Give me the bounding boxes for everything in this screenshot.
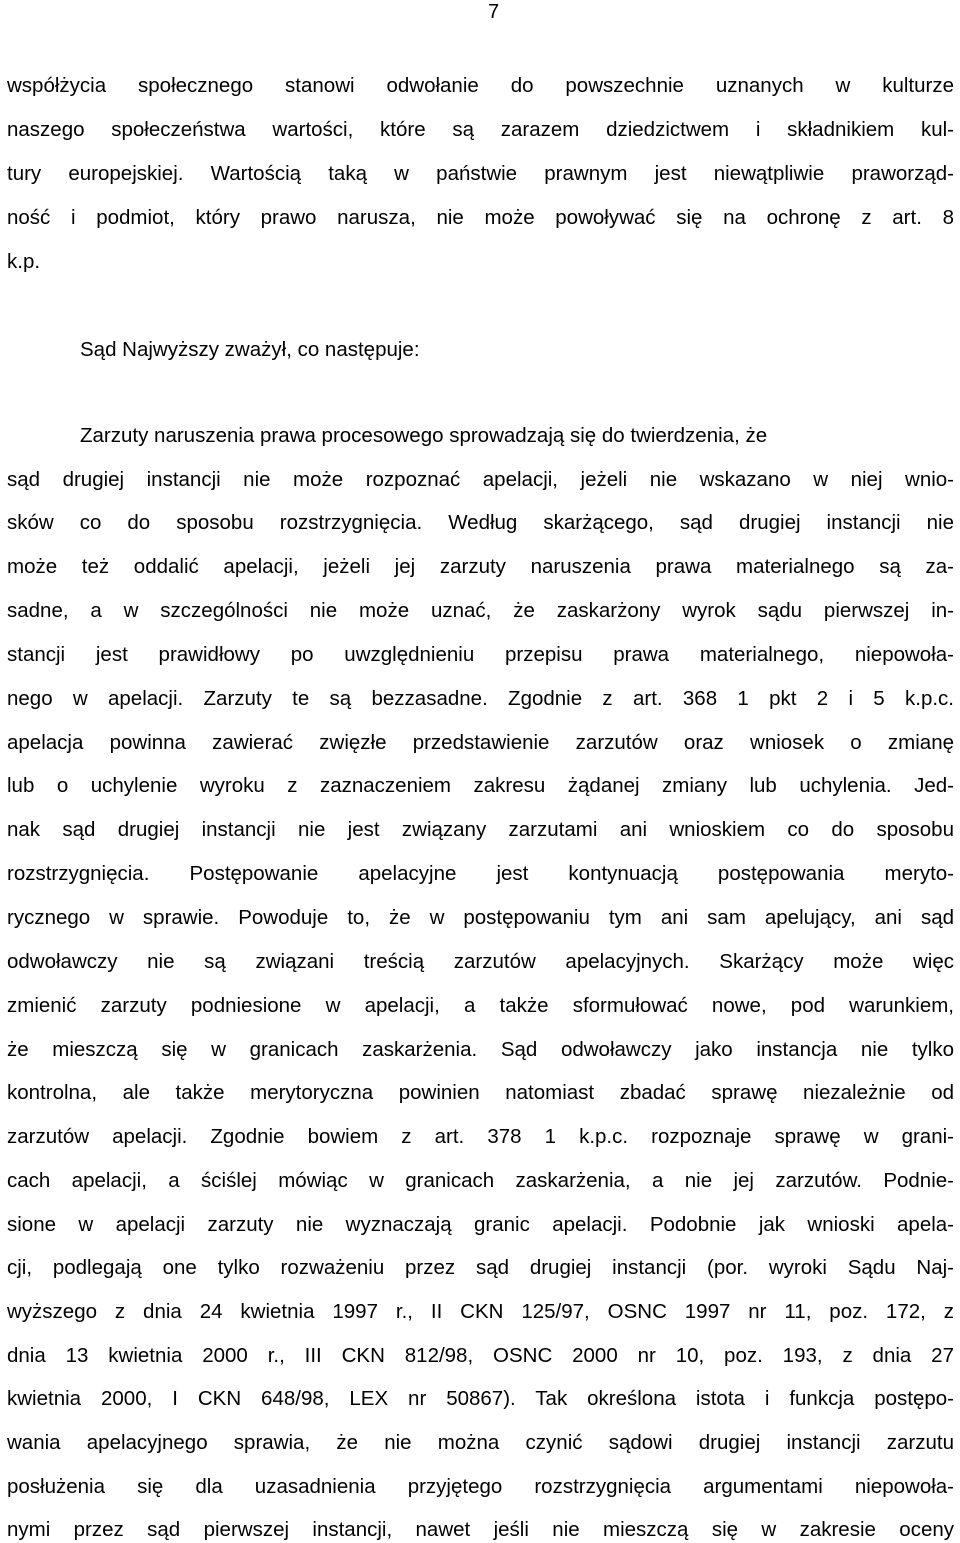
text-line: Zarzuty naruszenia prawa procesowego sprowadzają się do twierdzenia, że [80,424,768,447]
text-line: k.p. [7,250,41,273]
text-line: naszego społeczeństwa wartości, które są zarazem dziedzictwem i składnikiem kul- [7,118,954,141]
text-line: odwoławczy nie są związani treścią zarzutów apelacyjnych. Skarżący może więc [7,950,954,973]
text-line: rycznego w sprawie. Powoduje to, że w postępowaniu tym ani sam apelujący, ani sąd [7,906,954,929]
text-line: nego w apelacji. Zarzuty te są bezzasadne. Zgodnie z art. 368 1 pkt 2 i 5 k.p.c. [7,687,954,710]
text-line: nak sąd drugiej instancji nie jest związany zarzutami ani wnioskiem co do sposobu [7,818,954,841]
text-line: lub o uchylenie wyroku z zaznaczeniem zakresu żądanej zmiany lub uchylenia. Jed- [7,774,954,797]
text-line: może też oddalić apelacji, jeżeli jej zarzuty naruszenia prawa materialnego są za- [7,555,954,578]
text-line: stancji jest prawidłowy po uwzględnieniu przepisu prawa materialnego, niepowoła- [7,643,954,666]
text-line: posłużenia się dla uzasadnienia przyjętego rozstrzygnięcia argumentami niepowoła- [7,1475,954,1498]
text-line: nymi przez sąd pierwszej instancji, nawet jeśli nie mieszczą się w zakresie oceny [7,1518,954,1541]
text-line: sków co do sposobu rozstrzygnięcia. Według skarżącego, sąd drugiej instancji nie [7,511,954,534]
page-number: 7 [488,1,500,23]
section-heading: Sąd Najwyższy zważył, co następuje: [80,338,420,361]
text-line: cach apelacji, a ściślej mówiąc w granicach zaskarżenia, a nie jej zarzutów. Podnie- [7,1169,954,1192]
text-line: sąd drugiej instancji nie może rozpoznać apelacji, jeżeli nie wskazano w niej wnio- [7,468,954,491]
text-line: sione w apelacji zarzuty nie wyznaczają granic apelacji. Podobnie jak wnioski apela- [7,1213,954,1236]
text-line: cji, podlegają one tylko rozważeniu przez sąd drugiej instancji (por. wyroki Sądu Naj- [7,1256,954,1279]
text-line: ność i podmiot, który prawo narusza, nie może powoływać się na ochronę z art. 8 [7,206,954,229]
text-line: współżycia społecznego stanowi odwołanie do powszechnie uznanych w kulturze [7,74,954,97]
text-line: kwietnia 2000, I CKN 648/98, LEX nr 50867). Tak określona istota i funkcja postępo- [7,1387,954,1410]
text-line: rozstrzygnięcia. Postępowanie apelacyjne jest kontynuacją postępowania meryto- [7,862,954,885]
text-line: że mieszczą się w granicach zaskarżenia. Sąd odwoławczy jako instancja nie tylko [7,1038,954,1061]
text-line: wania apelacyjnego sprawia, że nie można czynić sądowi drugiej instancji zarzutu [7,1431,954,1454]
text-line: dnia 13 kwietnia 2000 r., III CKN 812/98, OSNC 2000 nr 10, poz. 193, z dnia 27 [7,1344,954,1367]
text-line: zmienić zarzuty podniesione w apelacji, a także sformułować nowe, pod warunkiem, [7,994,954,1017]
text-line: tury europejskiej. Wartością taką w państwie prawnym jest niewątpliwie praworząd- [7,162,954,185]
text-line: wyższego z dnia 24 kwietnia 1997 r., II CKN 125/97, OSNC 1997 nr 11, poz. 172, z [7,1300,954,1323]
text-line: apelacja powinna zawierać zwięzłe przedstawienie zarzutów oraz wniosek o zmianę [7,731,954,754]
text-line: zarzutów apelacji. Zgodnie bowiem z art. 378 1 k.p.c. rozpoznaje sprawę w grani- [7,1125,954,1148]
text-line: sadne, a w szczególności nie może uznać, że zaskarżony wyrok sądu pierwszej in- [7,599,954,622]
text-line: kontrolna, ale także merytoryczna powinien natomiast zbadać sprawę niezależnie od [7,1081,954,1104]
